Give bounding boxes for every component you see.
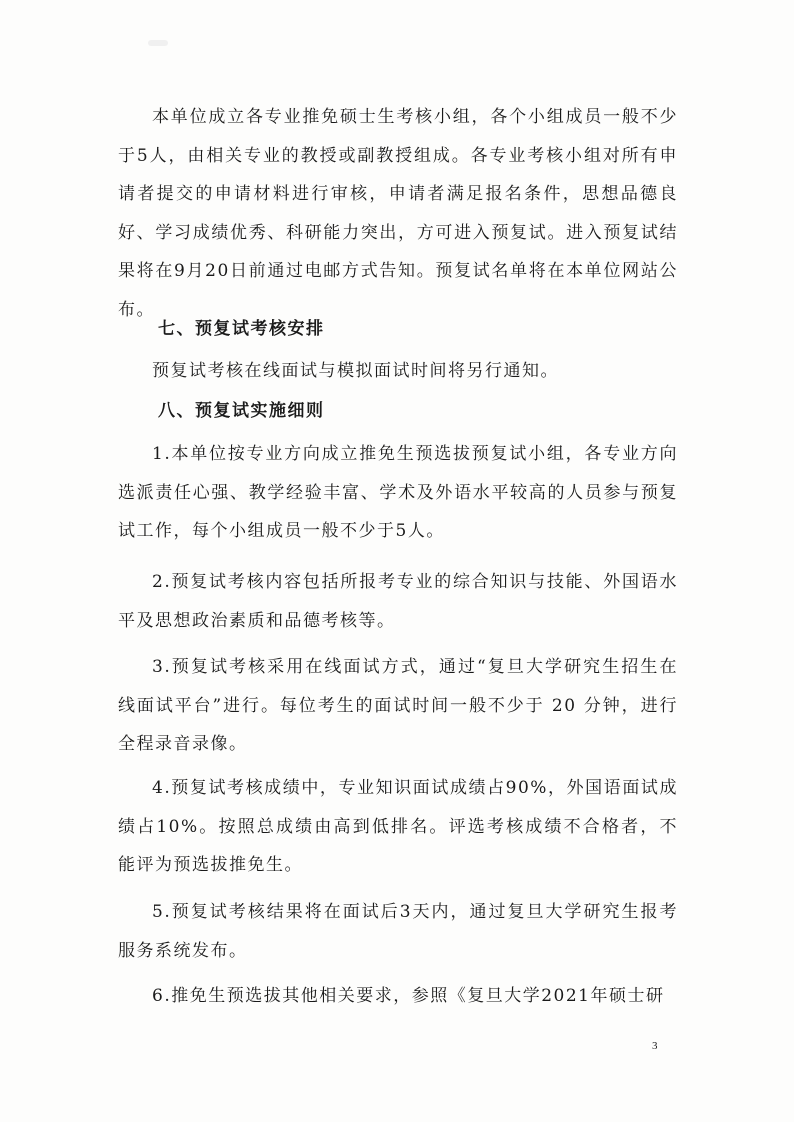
paragraph-rule-6: 6.推免生预选拔其他相关要求，参照《复旦大学2021年硕士研	[152, 986, 665, 1006]
paragraph-assessment-group: 本单位成立各专业推免硕士生考核小组，各个小组成员一般不少于5人，由相关专业的教授或副教授组成。各专业考核小组对所有申请者提交的申请材料进行审核，申请者满足报名条件，思想品德良好、学习成绩优秀、科研能力突出，方可进入预复试。进入预复试结果将在9月20日前通过电邮方式告知。预复试名单将在本单位网站公布。	[118, 107, 678, 320]
paragraph-rule-5: 5.预复试考核结果将在面试后3天内，通过复旦大学研究生报考服务系统发布。	[118, 902, 678, 961]
scan-mark	[148, 40, 168, 46]
paragraph-rule-3: 3.预复试考核采用在线面试方式，通过“复旦大学研究生招生在线面试平台”进行。每位考生的面试时间一般不少于 20 分钟，进行全程录音录像。	[118, 657, 678, 754]
page-number: 3	[652, 1040, 658, 1052]
paragraph-rule-2: 2.预复试考核内容包括所报考专业的综合知识与技能、外国语水平及思想政治素质和品德考核等。	[118, 572, 678, 631]
paragraph-rule-1: 1.本单位按专业方向成立推免生预选拔预复试小组，各专业方向选派责任心强、教学经验丰富、学术及外语水平较高的人员参与预复试工作，每个小组成员一般不少于5人。	[118, 444, 678, 541]
paragraph-rule-4: 4.预复试考核成绩中，专业知识面试成绩占90%，外国语面试成绩占10%。按照总成绩由高到低排名。评选考核成绩不合格者，不能评为预选拔推免生。	[118, 778, 678, 875]
paragraph-interview-time: 预复试考核在线面试与模拟面试时间将另行通知。	[152, 361, 559, 381]
heading-section-7: 七、预复试考核安排	[158, 319, 325, 339]
heading-section-8: 八、预复试实施细则	[158, 401, 325, 421]
